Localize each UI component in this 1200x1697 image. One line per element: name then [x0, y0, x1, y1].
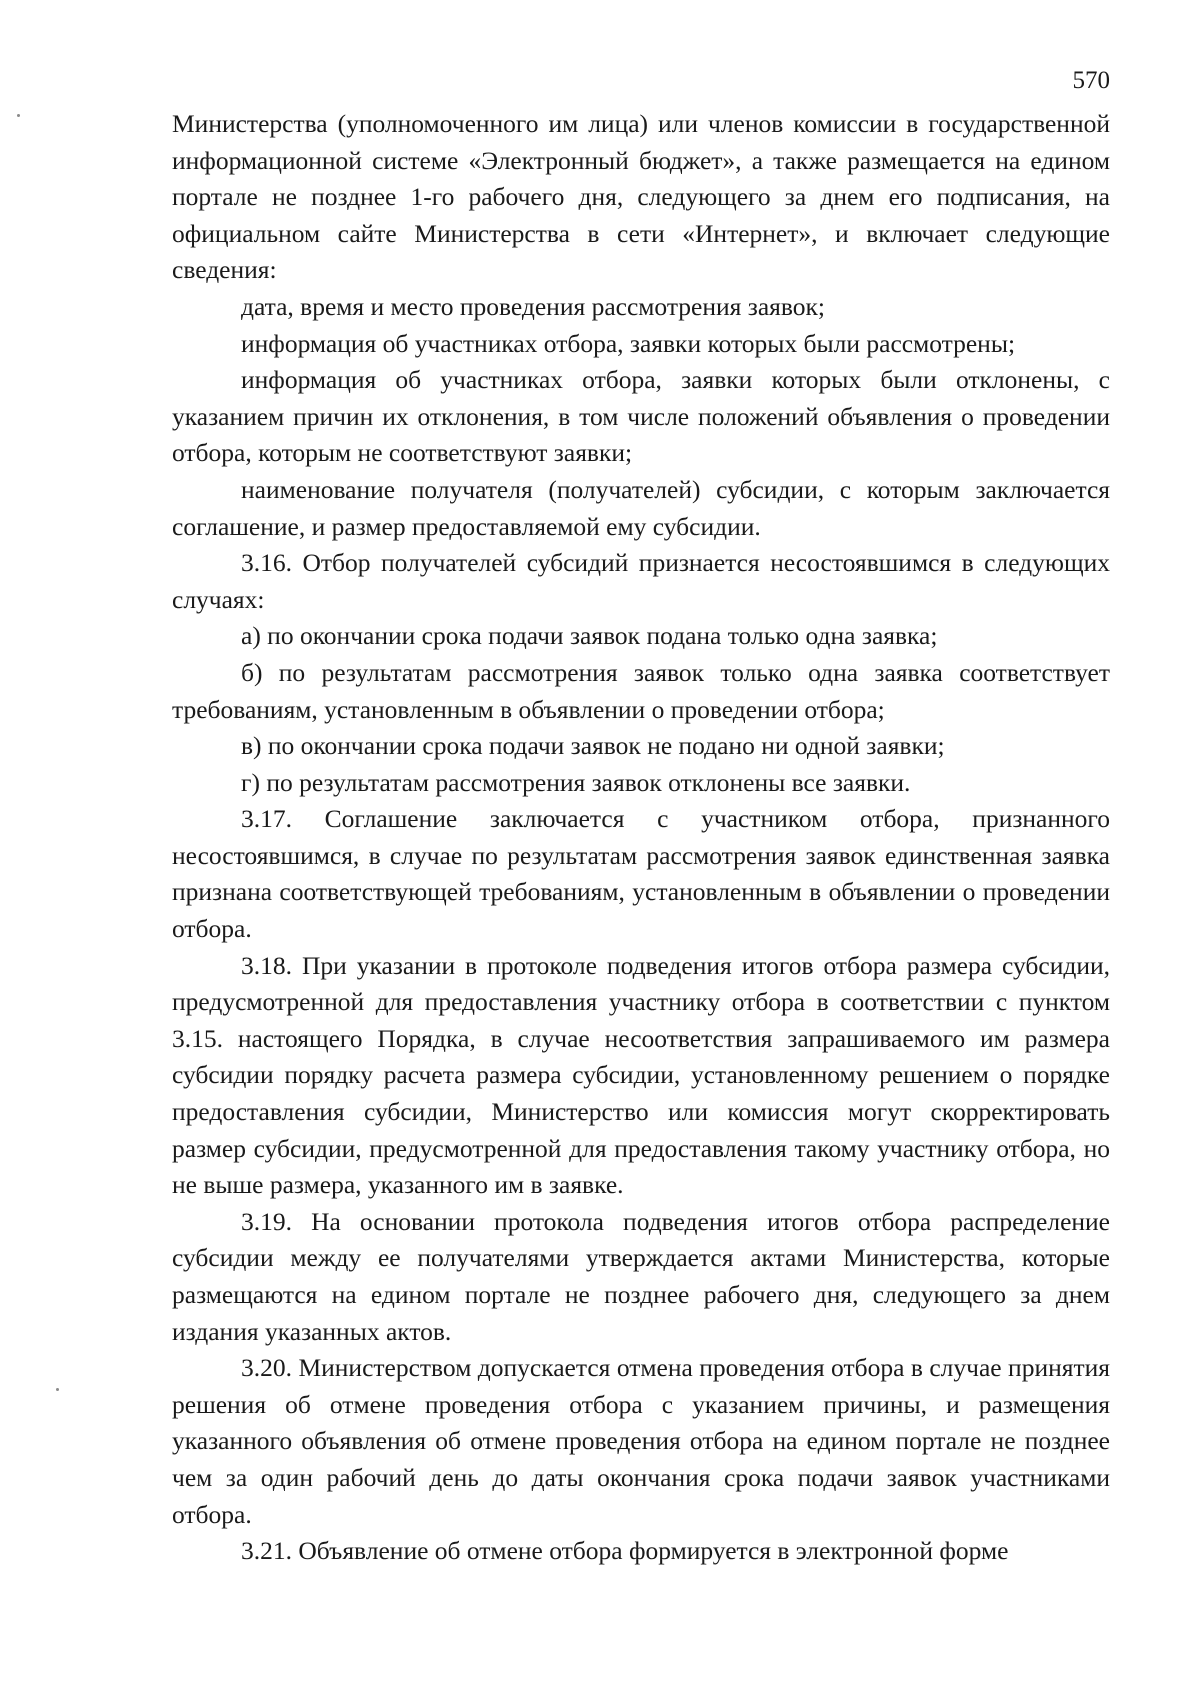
document-body	[172, 106, 1110, 1570]
paragraph-item-date-time: дата, время и место проведения рассмотрения заявок;	[241, 291, 825, 321]
paragraph-3-16-v: в) по окончании срока подачи заявок не подано ни одной заявки;	[241, 731, 945, 761]
paragraph-3-16-b: б) по результатам рассмотрения заявок только одна заявка соответствует требованиям, установленным в объявлении о проведении отбора;	[172, 657, 1110, 724]
paragraph-3-21: 3.21. Объявление об отмене отбора формируется в электронной форме	[241, 1536, 1009, 1566]
paragraph-intro-continuation: Министерства (уполномоченного им лица) или членов комиссии в государственной информационной системе «Электронный бюджет», а также размещается на едином портале не позднее 1-го рабочего дня, следующего за днем его подписания, на официальном сайте Министерства в сети «Интернет», и включает следующие сведения:	[172, 109, 1110, 285]
paragraph-3-20: 3.20. Министерством допускается отмена проведения отбора в случае принятия решения об отмене проведения отбора с указанием причины, и размещения указанного объявления об отмене проведения отбора на едином портале не позднее чем за один рабочий день до даты окончания срока подачи заявок участниками отбора.	[172, 1353, 1110, 1529]
paragraph-item-rejected: информация об участниках отбора, заявки которых были отклонены, с указанием причин их отклонения, в том числе положений объявления о проведении отбора, которым не соответствуют заявки;	[172, 365, 1110, 468]
paragraph-3-18: 3.18. При указании в протоколе подведения итогов отбора размера субсидии, предусмотренной для предоставления участнику отбора в соответствии с пунктом 3.15. настоящего Порядка, в случае несоответствия запрашиваемого им размера субсидии порядку расчета размера субсидии, установленному решением о порядке предоставления субсидии, Министерство или комиссия могут скорректировать размер субсидии, предусмотренной для предоставления такому участнику отбора, но не выше размера, указанного им в заявке.	[172, 950, 1110, 1200]
paragraph-3-16-a: а) по окончании срока подачи заявок подана только одна заявка;	[241, 621, 938, 651]
paragraph-item-reviewed: информация об участниках отбора, заявки которых были рассмотрены;	[241, 328, 1016, 358]
paragraph-item-recipient: наименование получателя (получателей) субсидии, с которым заключается соглашение, и размер предоставляемой ему субсидии.	[172, 474, 1110, 541]
paragraph-3-19: 3.19. На основании протокола подведения итогов отбора распределение субсидии между ее получателями утверждается актами Министерства, которые размещаются на едином портале не позднее рабочего дня, следующего за днем издания указанных актов.	[172, 1206, 1110, 1346]
scan-speck	[17, 114, 20, 117]
scan-speck	[56, 1388, 59, 1391]
paragraph-3-16-g: г) по результатам рассмотрения заявок отклонены все заявки.	[241, 767, 911, 797]
paragraph-3-16: 3.16. Отбор получателей субсидий признается несостоявшимся в следующих случаях:	[172, 548, 1110, 614]
page-number: 570	[1072, 67, 1110, 94]
paragraph-3-17: 3.17. Соглашение заключается с участником отбора, признанного несостоявшимся, в случае по результатам рассмотрения заявок единственная заявка признана соответствующей требованиям, установленным в объявлении о проведении отбора.	[172, 804, 1110, 944]
